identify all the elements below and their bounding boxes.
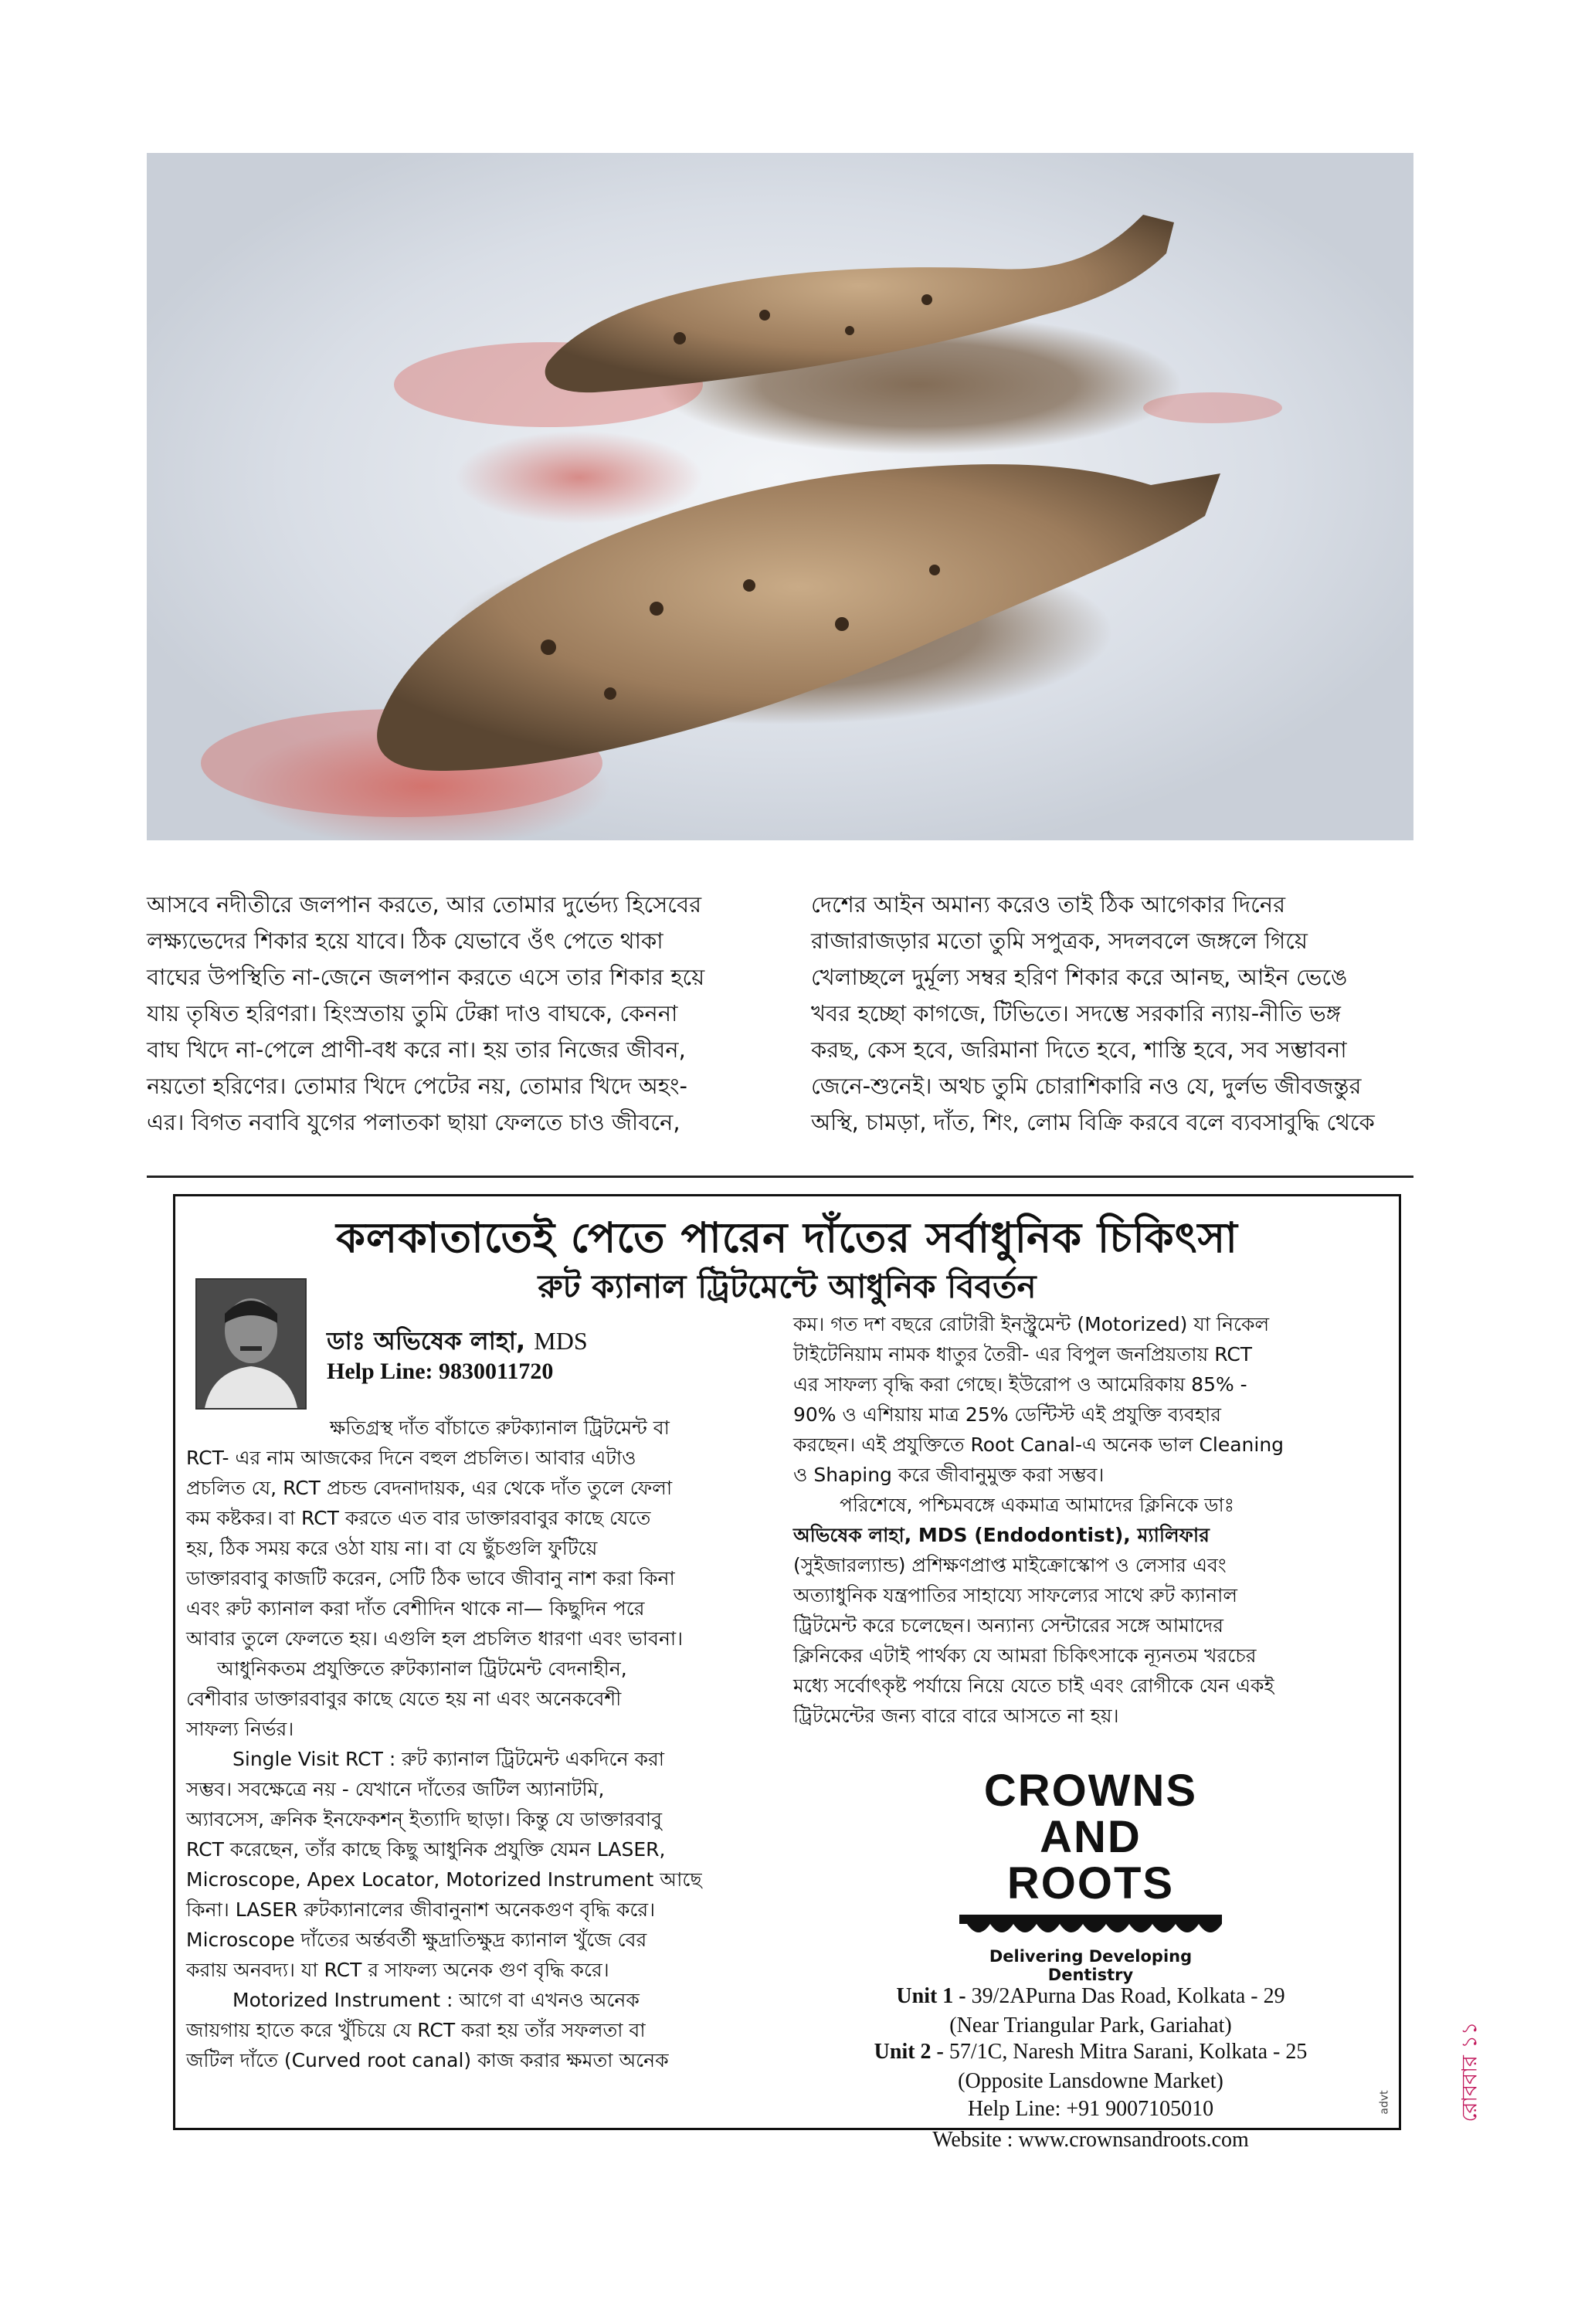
ad-line: এবং রুট ক্যানাল করা দাঁত বেশীদিন থাকে না— কিছুদিন পরে [186, 1597, 645, 1620]
ad-line: (সুইজারল্যান্ড) প্রশিক্ষণপ্রাপ্ত মাইক্রোস্কোপ ও লেসার এবং [793, 1554, 1227, 1576]
ad-line: অ্যাবসেস, ক্রনিক ইনফেকশন্ ইত্যাদি ছাড়া। কিন্তু যে ডাক্তারবাবু [186, 1808, 663, 1830]
ad-line: করায় অনবদ্য। যা RCT র সাফল্য অনেক গুণ বৃদ্ধি করে। [186, 1959, 609, 1981]
article-line: করছ, কেস হবে, জরিমানা দিতে হবে, শাস্তি হবে, সব সম্ভাবনা [811, 1036, 1347, 1063]
article-line: দেশের আইন অমান্য করেও তাই ঠিক আগেকার দিনের [811, 891, 1286, 918]
ad-subtitle: রুট ক্যানাল ট্রিটমেন্টে আধুনিক বিবর্তন [538, 1267, 1037, 1305]
logo-line1: CROWNS [983, 1766, 1198, 1816]
article-line: এর। বিগত নবাবি যুগের পলাতকা ছায়া ফেলতে চাও জীবনে, [147, 1109, 680, 1135]
section-divider [147, 1176, 1413, 1178]
ad-line: মধ্যে সর্বোৎকৃষ্ট পর্যায়ে নিয়ে যেতে চাই এবং রোগীকে যেন একই [793, 1674, 1274, 1697]
article-column-left [147, 887, 811, 1141]
helpline-secondary: Help Line: +91 9007105010 [967, 2097, 1214, 2121]
ad-title: কলকাতাতেই পেতে পারেন দাঁতের সর্বাধুনিক চিকিৎসা [336, 1213, 1238, 1262]
ad-line: ক্লিনিকের এটাই পার্থক্য যে আমরা চিকিৎসাকে ন্যূনতম খরচের [793, 1644, 1257, 1667]
ad-line: কম। গত দশ বছরে রোটারী ইনস্ট্রুমেন্ট (Motorized) যা নিকেল [793, 1313, 1270, 1335]
ad-line: বেশীবার ডাক্তারবাবুর কাছে যেতে হয় না এবং অনেকবেশী [186, 1688, 622, 1710]
unit2-address-text: 57/1C, Naresh Mitra Sarani, Kolkata - 25 [948, 2040, 1308, 2064]
ad-line: কিনা। LASER রুটক্যানালের জীবানুনাশ অনেকগুণ বৃদ্ধি করে। [186, 1898, 656, 1921]
article-column-right [811, 887, 1429, 1141]
ad-line: অত্যাধুনিক যন্ত্রপাতির সাহায্যে সাফল্যের সাথে রুট ক্যানাল [793, 1584, 1237, 1606]
unit2-label: Unit 2 - [874, 2040, 944, 2064]
article-line: বাঘ খিদে না-পেলে প্রাণী-বধ করে না। হয় তার নিজের জীবন, [147, 1036, 686, 1063]
ad-line: আধুনিকতম প্রযুক্তিতে রুটক্যানাল ট্রিটমেন্ট বেদনাহীন, [217, 1657, 627, 1680]
ad-line: ডাক্তারবাবু কাজটি করেন, সেটি ঠিক ভাবে জীবানু নাশ করা কিনা [186, 1567, 675, 1589]
seals-illustration [147, 153, 1413, 840]
ad-line: জটিল দাঁতে (Curved root canal) কাজ করার ক্ষমতা অনেক [186, 2049, 669, 2071]
logo-line2: AND ROOTS [1006, 1812, 1175, 1908]
doctor-photo [195, 1278, 307, 1410]
ad-line: জায়গায় হাতে করে খুঁচিয়ে যে RCT করা হয় তাঁর সফলতা বা [186, 2019, 646, 2041]
ad-line: ও Shaping করে জীবানুমুক্ত করা সম্ভব। [793, 1464, 1105, 1486]
article-line: খবর হচ্ছো কাগজে, টিভিতে। সদম্ভে সরকারি ন্যায়-নীতি ভঙ্গ [811, 1000, 1341, 1026]
ad-line: অভিষেক লাহা, MDS (Endodontist), ম্যালিফার [793, 1524, 1210, 1546]
article-line: অস্থি, চামড়া, দাঁত, শিং, লোম বিক্রি করবে বলে ব্যবসাবুদ্ধি থেকে [811, 1109, 1375, 1135]
advt-tag: advt [1378, 2090, 1391, 2115]
article-line: যায় তৃষিত হরিণরা। হিংস্রতায় তুমি টেক্কা দাও বাঘকে, কেননা [147, 1000, 678, 1026]
website: Website : www.crownsandroots.com [932, 2128, 1249, 2152]
ad-line: সম্ভব। সবক্ষেত্রে নয় - যেখানে দাঁতের জটিল অ্যানাটমি, [186, 1778, 605, 1800]
ad-line: ক্ষতিগ্রস্থ দাঁত বাঁচাতে রুটক্যানাল ট্রিটমেন্ট বা [330, 1416, 670, 1439]
doctor-name [327, 1321, 588, 1363]
ad-line: করছেন। এই প্রযুক্তিতে Root Canal-এ অনেক ভাল Cleaning [793, 1433, 1284, 1456]
article-line: আসবে নদীতীরে জলপান করতে, আর তোমার দুর্ভেদ্য হিসেবের [147, 891, 702, 918]
ad-line: ট্রিটমেন্টের জন্য বারে বারে আসতে না হয়। [793, 1705, 1119, 1727]
doctor-degree: MDS [534, 1327, 588, 1355]
helpline-primary: Help Line: 9830011720 [327, 1359, 554, 1384]
ad-line: ট্রিটমেন্ট করে চলেছেন। অন্যান্য সেন্টারের সঙ্গে আমাদের [793, 1614, 1224, 1637]
logo-tagline: Delivering Developing Dentistry [989, 1947, 1193, 1984]
unit2-landmark: (Opposite Lansdowne Market) [958, 2069, 1223, 2093]
page-label: রোববার ১১ [1458, 2021, 1482, 2122]
seals-photo [147, 153, 1413, 840]
unit1-label: Unit 1 - [896, 1984, 966, 2008]
ad-column-left [186, 1413, 773, 2075]
ad-line: পরিশেষে, পশ্চিমবঙ্গে একমাত্র আমাদের ক্লিনিকে ডাঃ [840, 1494, 1235, 1516]
ad-line: এর সাফল্য বৃদ্ধি করা গেছে। ইউরোপ ও আমেরিকায় 85% - [793, 1373, 1247, 1396]
ad-line: Microscope, Apex Locator, Motorized Instrument আছে [186, 1868, 702, 1891]
ad-line: 90% ও এশিয়ায় মাত্র 25% ডেন্টিস্ট এই প্রযুক্তি ব্যবহার [793, 1403, 1222, 1426]
ad-line: Microscope দাঁতের অর্ন্তবর্তী ক্ষুদ্রাতিক্ষুদ্র ক্যানাল খুঁজে বের [186, 1929, 647, 1951]
ad-line: কম কষ্টকর। বা RCT করতে এত বার ডাক্তারবাবুর কাছে যেতে [186, 1507, 651, 1529]
ad-line: Single Visit RCT : রুট ক্যানাল ট্রিটমেন্ট একদিনে করা [232, 1748, 664, 1770]
doctor-portrait-icon [197, 1280, 305, 1408]
dental-advertisement [173, 1194, 1401, 2152]
ad-line: টাইটেনিয়াম নামক ধাতুর তৈরী- এর বিপুল জনপ্রিয়তায় RCT [793, 1343, 1253, 1366]
unit2-address [793, 2038, 1388, 2066]
article-line: জেনে-শুনেই। অথচ তুমি চোরাশিকারি নও যে, দুর্লভ জীবজন্তুর [811, 1073, 1362, 1099]
article-line: নয়তো হরিণের। তোমার খিদে পেটের নয়, তোমার খিদে অহং- [147, 1073, 687, 1099]
logo-wave-icon [959, 1908, 1222, 1942]
unit1-address-text: 39/2APurna Das Road, Kolkata - 29 [971, 1984, 1285, 2008]
doctor-name-text: ডাঃ অভিষেক লাহা, [327, 1326, 526, 1355]
ad-line: আবার তুলে ফেলতে হয়। এগুলি হল প্রচলিত ধারণা এবং ভাবনা। [186, 1627, 684, 1650]
article-line: খেলাচ্ছলে দুর্মূল্য সম্বর হরিণ শিকার করে আনছ, আইন ভেঙে [811, 964, 1348, 990]
ad-line: হয়, ঠিক সময় করে ওঠা যায় না। বা যে ছুঁচগুলি ফুটিয়ে [186, 1537, 598, 1559]
article-line: লক্ষ্যভেদের শিকার হয়ে যাবে। ঠিক যেভাবে ওঁৎ পেতে থাকা [147, 928, 663, 954]
ad-column-right [793, 1309, 1388, 1731]
ad-line: সাফল্য নির্ভর। [186, 1718, 294, 1740]
ad-line: Motorized Instrument : আগে বা এখনও অনেক [232, 1989, 640, 2011]
unit1-address [793, 1983, 1388, 2010]
page-footer [1452, 2021, 1498, 2122]
crowns-and-roots-logo [952, 1768, 1230, 1984]
ad-line: RCT করেছেন, তাঁর কাছে কিছু আধুনিক প্রযুক্তি যেমন LASER, [186, 1838, 666, 1861]
ad-line: RCT- এর নাম আজকের দিনে বহুল প্রচলিত। আবার এটাও [186, 1447, 636, 1469]
article-line: রাজারাজড়ার মতো তুমি সপুত্রক, সদলবলে জঙ্গলে গিয়ে [811, 928, 1308, 954]
ad-line: প্রচলিত যে, RCT প্রচন্ড বেদনাদায়ক, এর থেকে দাঁত তুলে ফেলা [186, 1477, 673, 1499]
unit1-landmark: (Near Triangular Park, Gariahat) [949, 2014, 1232, 2037]
article-line: বাঘের উপস্থিতি না-জেনে জলপান করতে এসে তার শিকার হয়ে [147, 964, 705, 990]
